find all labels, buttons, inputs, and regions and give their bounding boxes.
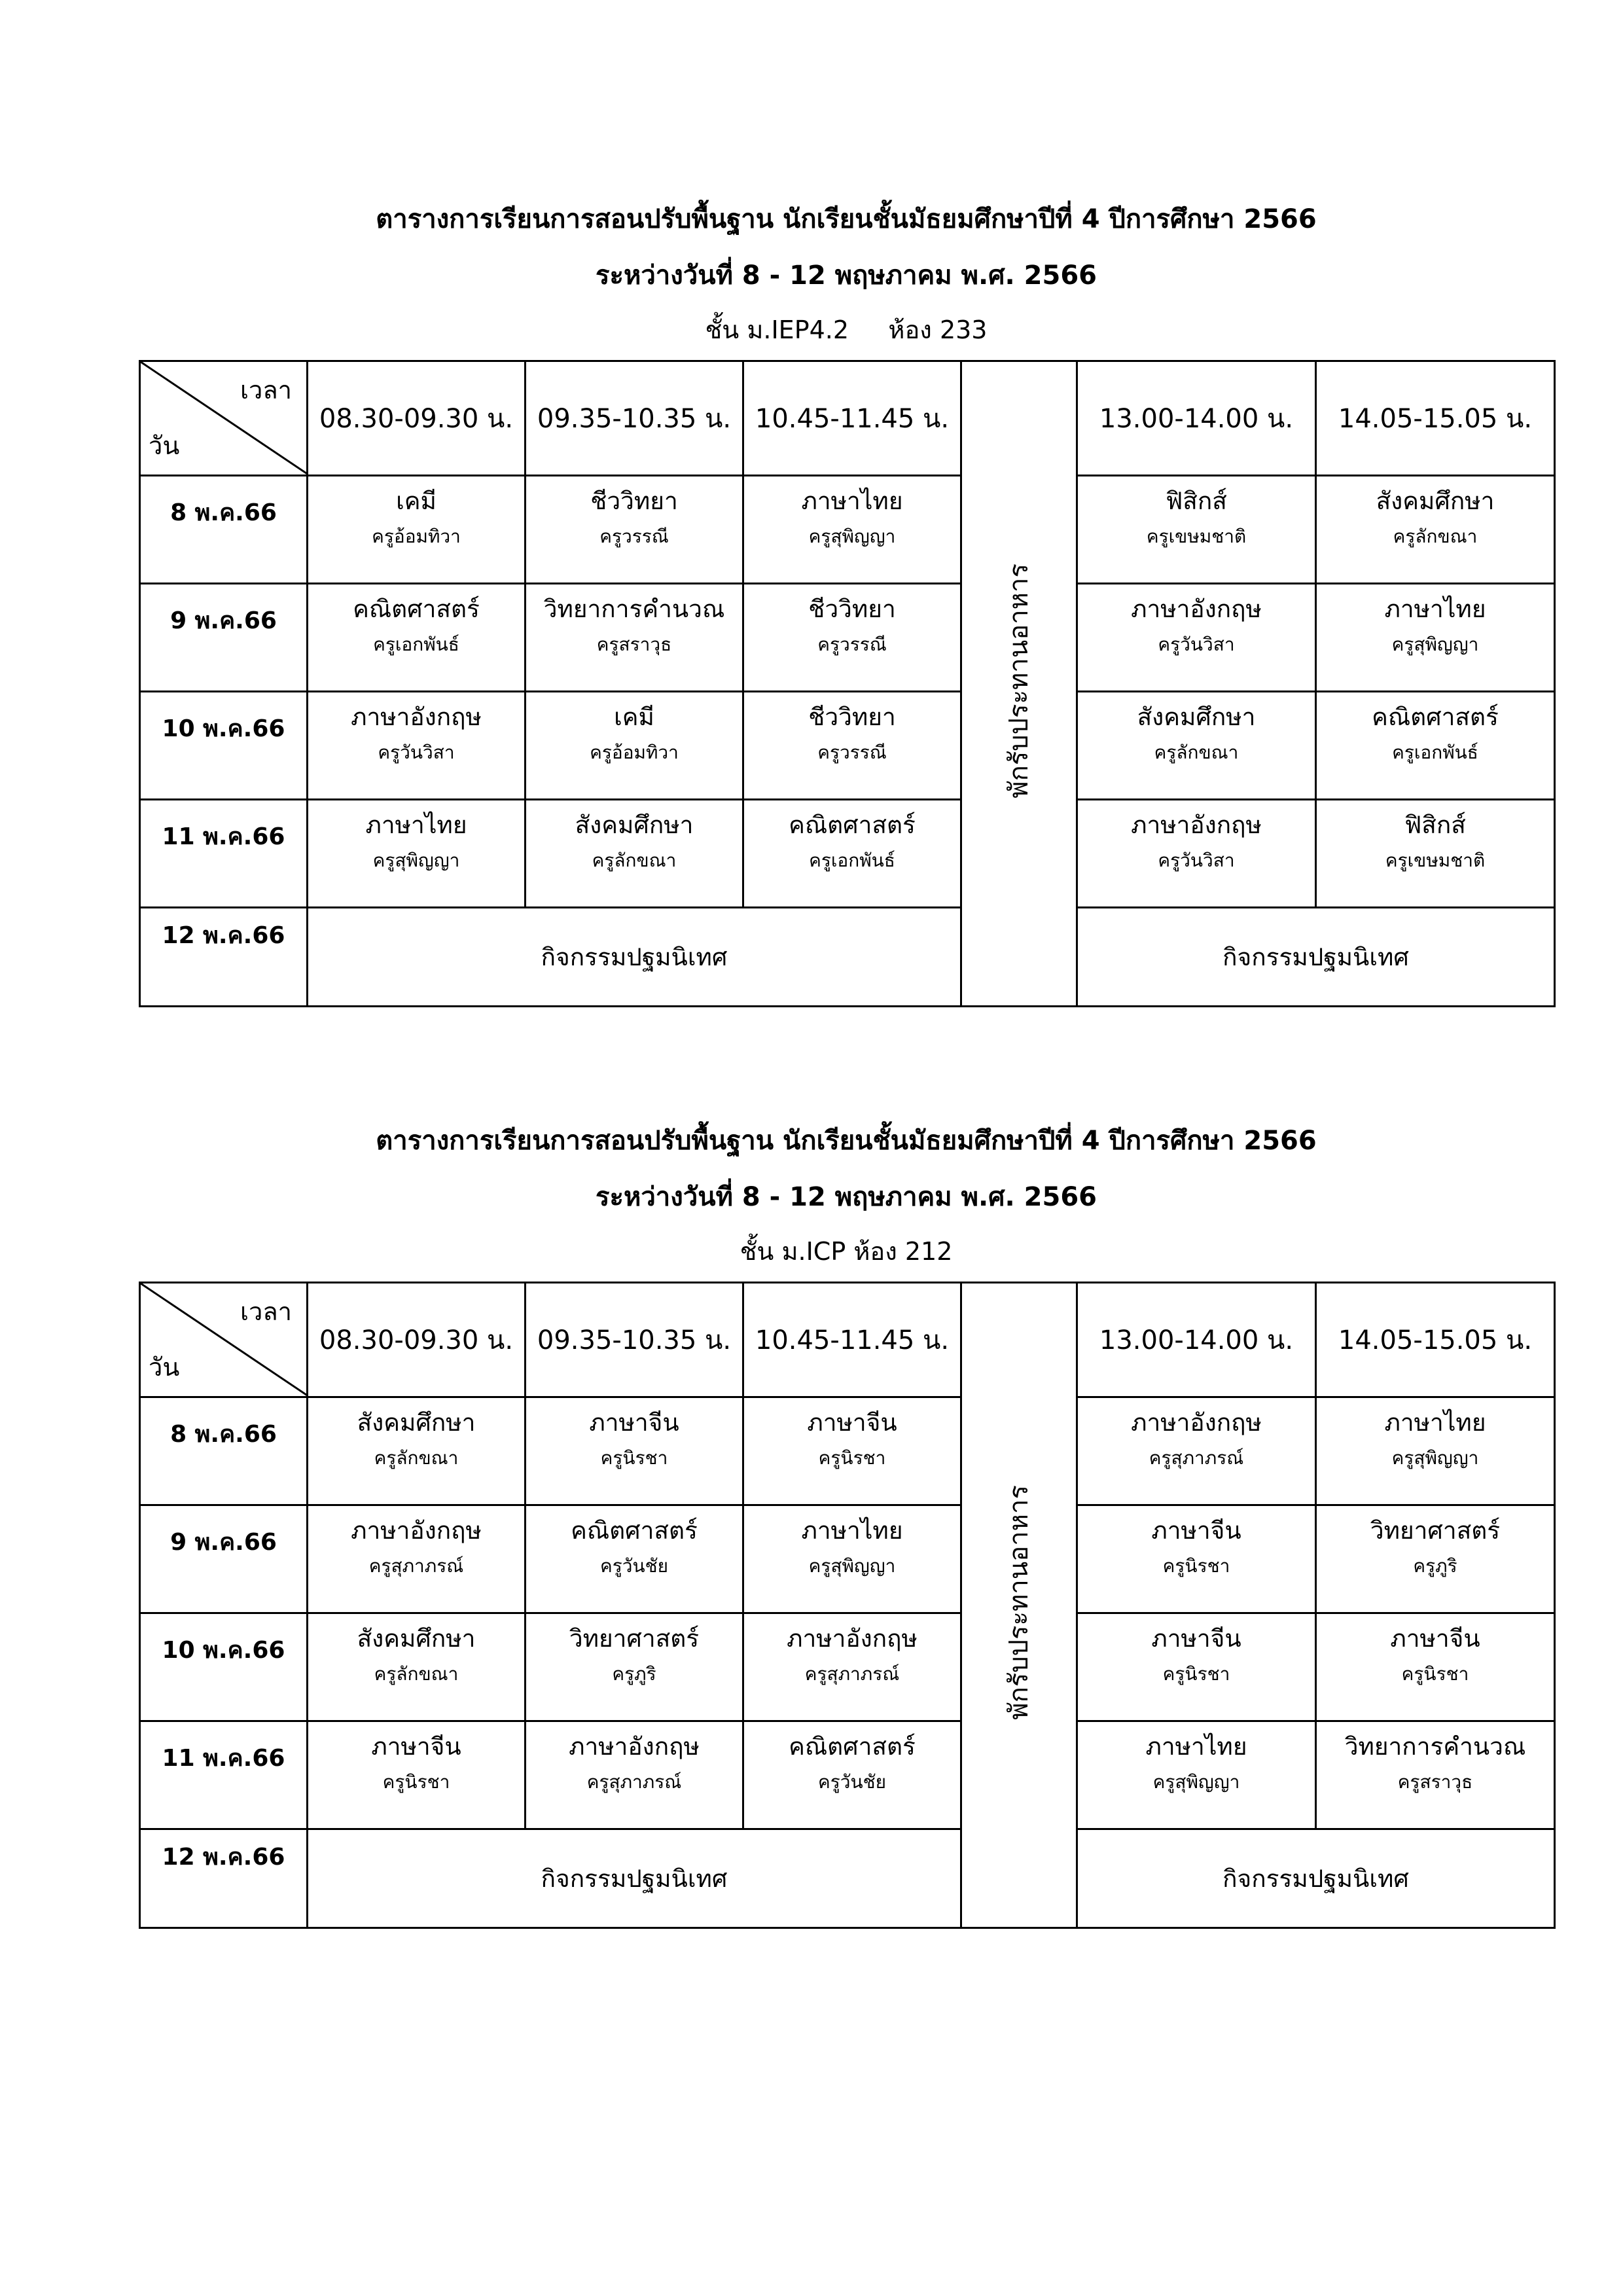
day-label: 8 พ.ค.66 — [140, 476, 308, 584]
class-cell — [1316, 1721, 1555, 1829]
day-row — [140, 1613, 1555, 1721]
teacher: ครูสุภาภรณ์ — [368, 1555, 464, 1577]
class-cell — [1316, 1613, 1555, 1721]
class-cell — [1316, 476, 1555, 584]
teacher: ครูสุพิญญา — [808, 1555, 896, 1577]
day-row — [140, 1721, 1555, 1829]
day-row — [140, 1505, 1555, 1613]
lunch-break-cell — [961, 361, 1077, 1007]
teacher: ครูลักขณา — [374, 1447, 459, 1469]
class-cell — [1077, 584, 1316, 692]
date-range: ระหว่างวันที่ 8 - 12 พฤษภาคม พ.ศ. 2566 — [596, 1182, 1097, 1212]
class-cell — [743, 800, 961, 908]
time-slot-1: 08.30-09.30 น. — [308, 361, 526, 476]
teacher: ครูลักขณา — [1393, 526, 1478, 547]
teacher: ครูนิรชา — [1162, 1663, 1230, 1685]
teacher: ครูสุพิญญา — [1152, 1771, 1240, 1793]
class-cell — [1077, 1397, 1316, 1505]
teacher: ครูลักขณา — [592, 850, 677, 871]
day-label: 12 พ.ค.66 — [140, 1829, 308, 1928]
teacher: ครูนิรชา — [1401, 1663, 1469, 1685]
teacher: ครูนิรชา — [818, 1447, 886, 1469]
subject: คณิตศาสตร์ — [353, 595, 480, 623]
corner-day-label: วัน — [149, 1353, 180, 1382]
class-cell — [526, 692, 743, 800]
teacher: ครูวันชัย — [599, 1555, 669, 1577]
time-slot-2: 09.35-10.35 น. — [526, 361, 743, 476]
subject: ชีววิทยา — [808, 703, 896, 731]
class-room: ชั้น ม.IEP4.2 ห้อง 233 — [705, 315, 988, 344]
class-cell — [743, 1505, 961, 1613]
lunch-break-label: พักรับประทานอาหาร — [1004, 1484, 1034, 1720]
class-cell — [1077, 800, 1316, 908]
class-cell — [743, 1613, 961, 1721]
class-cell — [1077, 1721, 1316, 1829]
time-slot-5: 14.05-15.05 น. — [1316, 1283, 1555, 1397]
teacher: ครูสุภาภรณ์ — [804, 1663, 900, 1685]
teacher: ครูวันวิสา — [1158, 634, 1235, 655]
class-cell — [308, 1721, 526, 1829]
teacher: ครูเอกพันธ์ — [1392, 742, 1478, 763]
class-cell — [308, 1505, 526, 1613]
time-slot-4: 13.00-14.00 น. — [1077, 361, 1316, 476]
orientation-morning: กิจกรรมปฐมนิเทศ — [308, 1829, 961, 1928]
teacher: ครูวรรณี — [817, 634, 887, 655]
teacher: ครูอ้อมทิวา — [372, 526, 461, 547]
teacher: ครูสุพิญญา — [1391, 634, 1479, 655]
class-cell — [308, 476, 526, 584]
teacher: ครูวันชัย — [817, 1771, 887, 1793]
class-cell — [743, 476, 961, 584]
subject: เคมี — [396, 487, 437, 515]
teacher: ครูภูริ — [1413, 1555, 1457, 1577]
subject: ภาษาจีน — [1151, 1624, 1241, 1653]
class-cell — [526, 1505, 743, 1613]
class-cell — [1077, 692, 1316, 800]
class-cell — [308, 584, 526, 692]
subject: ภาษาไทย — [1384, 595, 1486, 623]
teacher: ครูวรรณี — [817, 742, 887, 763]
subject: ภาษาจีน — [1151, 1516, 1241, 1545]
day-label: 9 พ.ค.66 — [140, 1505, 308, 1613]
class-cell — [308, 800, 526, 908]
timetable-block-2 — [139, 1113, 1554, 1929]
timetable-1 — [139, 360, 1556, 1007]
orientation-afternoon: กิจกรรมปฐมนิเทศ — [1077, 908, 1555, 1007]
teacher: ครูนิรชา — [1162, 1555, 1230, 1577]
class-cell — [308, 1613, 526, 1721]
time-slot-1: 08.30-09.30 น. — [308, 1283, 526, 1397]
class-cell — [743, 584, 961, 692]
class-cell — [1077, 1505, 1316, 1613]
day-label: 11 พ.ค.66 — [140, 1721, 308, 1829]
class-cell — [743, 1721, 961, 1829]
subject: ภาษาไทย — [1384, 1408, 1486, 1437]
class-cell — [1316, 1397, 1555, 1505]
page-title: ตารางการเรียนการสอนปรับพื้นฐาน นักเรียนชั้นมัธยมศึกษาปีที่ 4 ปีการศึกษา 2566 — [376, 1126, 1317, 1156]
subject: คณิตศาสตร์ — [571, 1516, 698, 1545]
subject: ภาษาอังกฤษ — [351, 1516, 482, 1545]
class-cell — [1316, 800, 1555, 908]
teacher: ครูสุภาภรณ์ — [1149, 1447, 1244, 1469]
time-slot-2: 09.35-10.35 น. — [526, 1283, 743, 1397]
class-cell — [1077, 476, 1316, 584]
subject: ฟิสิกส์ — [1166, 487, 1227, 515]
subject: ภาษาอังกฤษ — [1131, 811, 1262, 839]
subject: ภาษาจีน — [371, 1732, 461, 1761]
day-row — [140, 476, 1555, 584]
subject: ภาษาจีน — [589, 1408, 679, 1437]
orientation-morning: กิจกรรมปฐมนิเทศ — [308, 908, 961, 1007]
teacher: ครูสราวุธ — [1397, 1771, 1473, 1793]
subject: วิทยาศาสตร์ — [569, 1624, 700, 1653]
page-title: ตารางการเรียนการสอนปรับพื้นฐาน นักเรียนชั้นมัธยมศึกษาปีที่ 4 ปีการศึกษา 2566 — [376, 204, 1317, 234]
subject: วิทยาการคำนวณ — [1344, 1732, 1526, 1761]
subject: ภาษาไทย — [801, 1516, 903, 1545]
subject: ภาษาอังกฤษ — [1131, 595, 1262, 623]
subject: สังคมศึกษา — [1376, 487, 1495, 515]
day-label: 11 พ.ค.66 — [140, 800, 308, 908]
class-cell — [1316, 692, 1555, 800]
teacher: ครูวรรณี — [599, 526, 669, 547]
corner-cell — [140, 1283, 308, 1397]
day-row — [140, 692, 1555, 800]
corner-time-label: เวลา — [240, 376, 292, 404]
date-range: ระหว่างวันที่ 8 - 12 พฤษภาคม พ.ศ. 2566 — [596, 260, 1097, 291]
lunch-break-cell — [961, 1283, 1077, 1928]
day-label: 8 พ.ค.66 — [140, 1397, 308, 1505]
subject: ภาษาอังกฤษ — [787, 1624, 918, 1653]
subject: คณิตศาสตร์ — [789, 1732, 916, 1761]
subject: ชีววิทยา — [590, 487, 678, 515]
teacher: ครูวันวิสา — [378, 742, 455, 763]
class-cell — [743, 1397, 961, 1505]
orientation-row — [140, 1829, 1555, 1928]
teacher: ครูนิรชา — [382, 1771, 450, 1793]
subject: ภาษาไทย — [365, 811, 467, 839]
corner-time-label: เวลา — [240, 1297, 292, 1326]
corner-day-label: วัน — [149, 431, 180, 460]
subject: คณิตศาสตร์ — [1372, 703, 1499, 731]
class-cell — [1316, 1505, 1555, 1613]
teacher: ครูเอกพันธ์ — [809, 850, 895, 871]
subject: ภาษาอังกฤษ — [351, 703, 482, 731]
teacher: ครูอ้อมทิวา — [590, 742, 679, 763]
orientation-afternoon: กิจกรรมปฐมนิเทศ — [1077, 1829, 1555, 1928]
teacher: ครูสราวุธ — [596, 634, 672, 655]
day-row — [140, 1397, 1555, 1505]
teacher: ครูวันวิสา — [1158, 850, 1235, 871]
header-row — [140, 1283, 1555, 1397]
class-cell — [743, 692, 961, 800]
class-cell — [1316, 584, 1555, 692]
teacher: ครูลักขณา — [374, 1663, 459, 1685]
subject: ภาษาอังกฤษ — [1131, 1408, 1262, 1437]
subject: ภาษาไทย — [801, 487, 903, 515]
teacher: ครูสุภาภรณ์ — [586, 1771, 682, 1793]
teacher: ครูเขษมชาติ — [1146, 526, 1247, 547]
timetable-2 — [139, 1282, 1556, 1929]
day-label: 12 พ.ค.66 — [140, 908, 308, 1007]
time-slot-5: 14.05-15.05 น. — [1316, 361, 1555, 476]
teacher: ครูสุพิญญา — [808, 526, 896, 547]
class-room: ชั้น ม.ICP ห้อง 212 — [740, 1237, 953, 1266]
orientation-row — [140, 908, 1555, 1007]
class-cell — [526, 1613, 743, 1721]
teacher: ครูภูริ — [612, 1663, 656, 1685]
subject: ชีววิทยา — [808, 595, 896, 623]
subject: วิทยาการคำนวณ — [543, 595, 725, 623]
teacher: ครูเอกพันธ์ — [373, 634, 459, 655]
subject: สังคมศึกษา — [357, 1408, 476, 1437]
header-row — [140, 361, 1555, 476]
day-label: 10 พ.ค.66 — [140, 1613, 308, 1721]
subject: ภาษาอังกฤษ — [569, 1732, 700, 1761]
class-cell — [526, 1721, 743, 1829]
corner-cell — [140, 361, 308, 476]
subject: ภาษาไทย — [1145, 1732, 1247, 1761]
day-label: 9 พ.ค.66 — [140, 584, 308, 692]
time-slot-3: 10.45-11.45 น. — [743, 361, 961, 476]
class-cell — [308, 1397, 526, 1505]
teacher: ครูลักขณา — [1154, 742, 1239, 763]
subject: สังคมศึกษา — [1137, 703, 1256, 731]
subject: เคมี — [614, 703, 654, 731]
class-cell — [308, 692, 526, 800]
teacher: ครูเขษมชาติ — [1385, 850, 1486, 871]
teacher: ครูสุพิญญา — [372, 850, 460, 871]
class-cell — [526, 584, 743, 692]
subject: ฟิสิกส์ — [1404, 811, 1466, 839]
subject: ภาษาจีน — [807, 1408, 897, 1437]
time-slot-4: 13.00-14.00 น. — [1077, 1283, 1316, 1397]
day-row — [140, 584, 1555, 692]
subject: วิทยาศาสตร์ — [1370, 1516, 1501, 1545]
lunch-break-label: พักรับประทานอาหาร — [1004, 563, 1034, 798]
teacher: ครูสุพิญญา — [1391, 1447, 1479, 1469]
time-slot-3: 10.45-11.45 น. — [743, 1283, 961, 1397]
subject: สังคมศึกษา — [357, 1624, 476, 1653]
timetable-block-1 — [139, 191, 1554, 1007]
subject: คณิตศาสตร์ — [789, 811, 916, 839]
class-cell — [526, 1397, 743, 1505]
class-cell — [526, 476, 743, 584]
subject: สังคมศึกษา — [575, 811, 694, 839]
class-cell — [1077, 1613, 1316, 1721]
day-row — [140, 800, 1555, 908]
subject: ภาษาจีน — [1390, 1624, 1480, 1653]
class-cell — [526, 800, 743, 908]
teacher: ครูนิรชา — [600, 1447, 668, 1469]
day-label: 10 พ.ค.66 — [140, 692, 308, 800]
